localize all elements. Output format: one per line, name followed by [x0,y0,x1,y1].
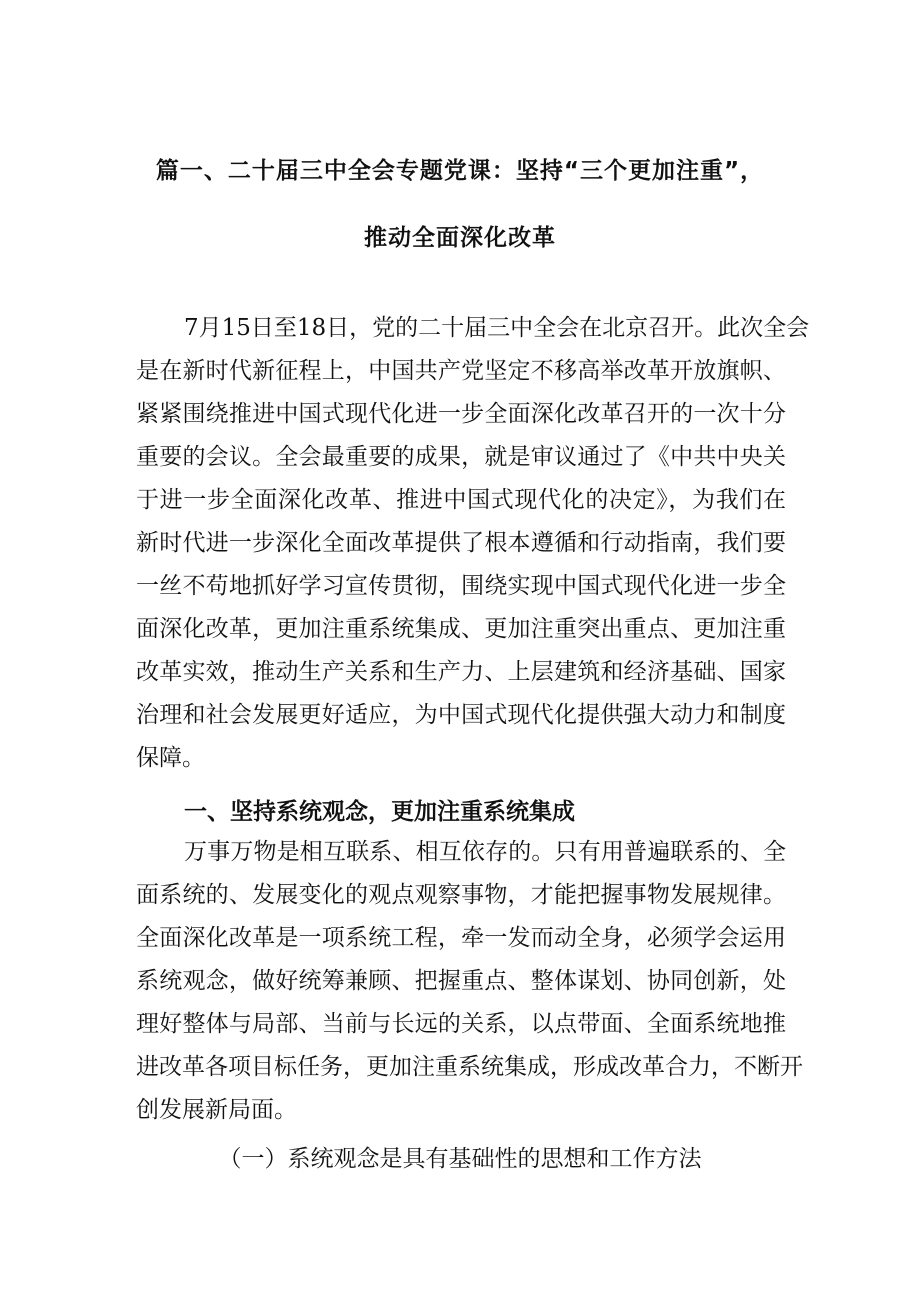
paragraph-line: 全面深化改革是一项系统工程，牵一发而动全身，必须学会运用 [136,925,786,951]
paragraph-line: 治理和社会发展更好适应，为中国式现代化提供强大动力和制度 [136,702,786,728]
paragraph-line: 保障。 [136,745,205,771]
paragraph-line: 一丝不苟地抓好学习宣传贯彻，围绕实现中国式现代化进一步全 [136,573,786,599]
paragraph-line: 面系统的、发展变化的观点观察事物，才能把握事物发展规律。 [136,882,786,908]
paragraph-line: 紧紧围绕推进中国式现代化进一步全面深化改革召开的一次十分 [136,401,786,427]
section-heading: 一、坚持系统观念，更加注重系统集成 [184,799,575,825]
paragraph-line: 系统观念，做好统筹兼顾、把握重点、整体谋划、协同创新，处 [136,968,786,994]
paragraph-line: 万事万物是相互联系、相互依存的。只有用普遍联系的、全 [184,839,786,865]
paragraph-line: 新时代进一步深化全面改革提供了根本遵循和行动指南，我们要 [136,530,786,556]
paragraph-line: 是在新时代新征程上，中国共产党坚定不移高举改革开放旗帜、 [136,358,786,384]
paragraph-line: 于进一步全面深化改革、推进中国式现代化的决定》，为我们在 [136,487,786,513]
paragraph-line: 7月15日至18日，党的二十届三中全会在北京召开。此次全会 [184,315,810,341]
paragraph-line: 面深化改革，更加注重系统集成、更加注重突出重点、更加注重 [136,616,786,642]
paragraph-line: 创发展新局面。 [136,1097,297,1123]
document-title-line-1: 篇一、二十届三中全会专题党课：坚持“三个更加注重”， [155,158,765,184]
paragraph-line: 理好整体与局部、当前与长远的关系，以点带面、全面系统地推 [136,1011,786,1037]
paragraph-line: 重要的会议。全会最重要的成果，就是审议通过了《中共中央关 [136,444,786,470]
paragraph-line: 改革实效，推动生产关系和生产力、上层建筑和经济基础、国家 [136,659,786,685]
paragraph-line: 进改革各项目标任务，更加注重系统集成，形成改革合力，不断开 [136,1054,803,1080]
document-title-line-2: 推动全面深化改革 [364,225,556,251]
subsection-heading: （一）系统观念是具有基础性的思想和工作方法 [218,1146,702,1172]
